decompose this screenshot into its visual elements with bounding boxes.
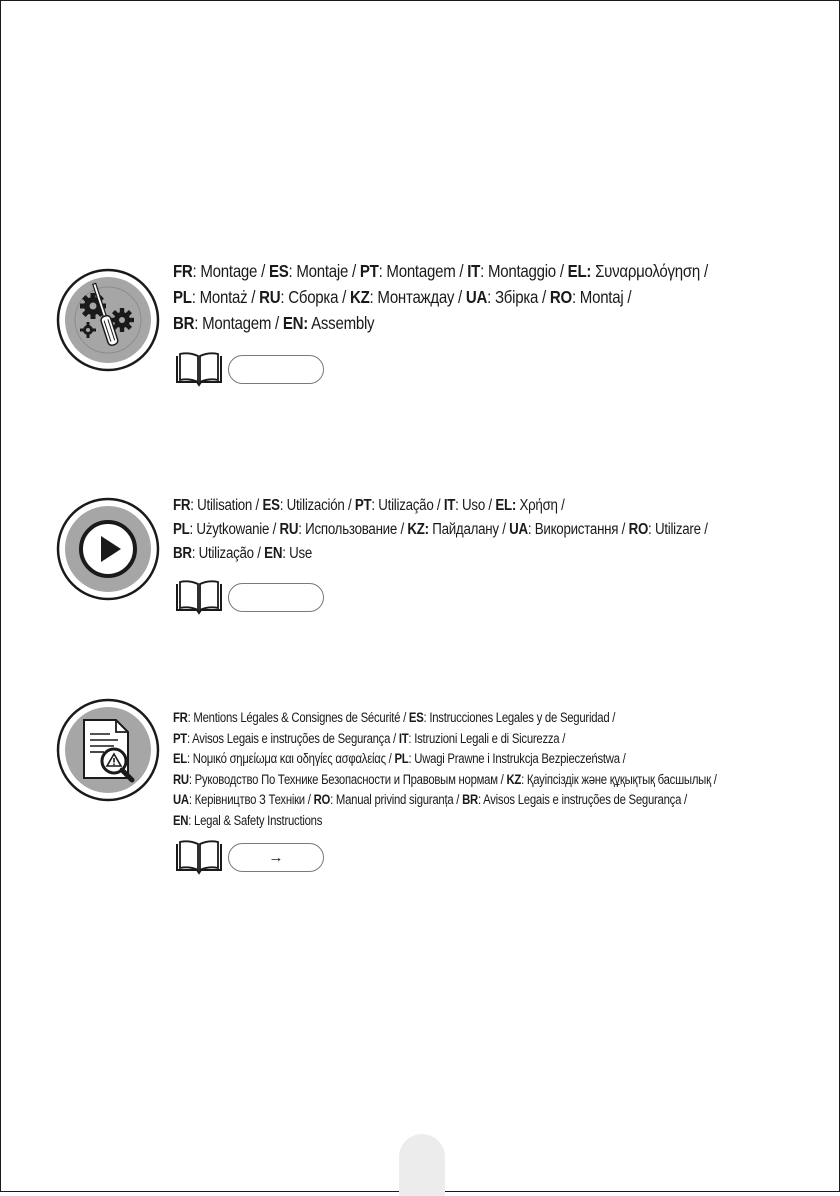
legal-line-2: PT: Avisos Legais e instruções de Segurança / IT: Istruzioni Legali e di Sicurezza / [173,730,566,746]
legal-line-3: EL: Νομικό σημείωμα και οδηγίες ασφαλείας / PL: Uwagi Prawne i Instrukcja Bezpieczeństwa / [173,751,626,767]
gears-screwdriver-icon [56,268,160,372]
use-line-2: PL: Użytkowanie / RU: Использование / KZ: Пайдалану / UA: Використання / RO: Utilizare / [173,521,708,538]
use-line-3: BR: Utilização / EN: Use [173,545,313,562]
arrow-right-icon: → [268,849,284,866]
play-icon [56,497,160,601]
assembly-line-1: FR: Montage / ES: Montaje / PT: Montagem / IT: Montaggio / EL: Συναρμολόγηση / [173,261,708,281]
assembly-title [173,258,795,336]
book-icon [173,580,225,616]
page-reference-pill [228,583,324,612]
document-warning-icon [56,698,160,802]
assembly-line-3: BR: Montagem / EN: Assembly [173,313,375,333]
legal-line-1: FR: Mentions Légales & Consignes de Sécurité / ES: Instrucciones Legales y de Seguridad / [173,710,616,725]
page-reference-pill [228,355,324,384]
legal-line-6: EN: Legal & Safety Instructions [173,812,323,828]
assembly-line-2: PL: Montaż / RU: Сборка / KZ: Монтаждау / UA: Збірка / RO: Montaj / [173,287,632,307]
page-number-tab [399,1134,445,1196]
legal-line-4: RU: Руководство По Технике Безопасности и Правовым нормам / KZ: Қауіпсіздік және құқықтық басшылық / [173,771,717,787]
page-reference-pill [228,843,324,872]
book-icon [173,840,225,876]
legal-title [173,708,820,832]
book-icon [173,352,225,388]
legal-line-5: UA: Керівництво З Техніки / RO: Manual privind siguranța / BR: Avisos Legais e instruções de Segurança / [173,792,687,808]
use-line-1: FR: Utilisation / ES: Utilización / PT: Utilização / IT: Uso / EL: Χρήση / [173,497,565,514]
use-title [173,494,795,566]
